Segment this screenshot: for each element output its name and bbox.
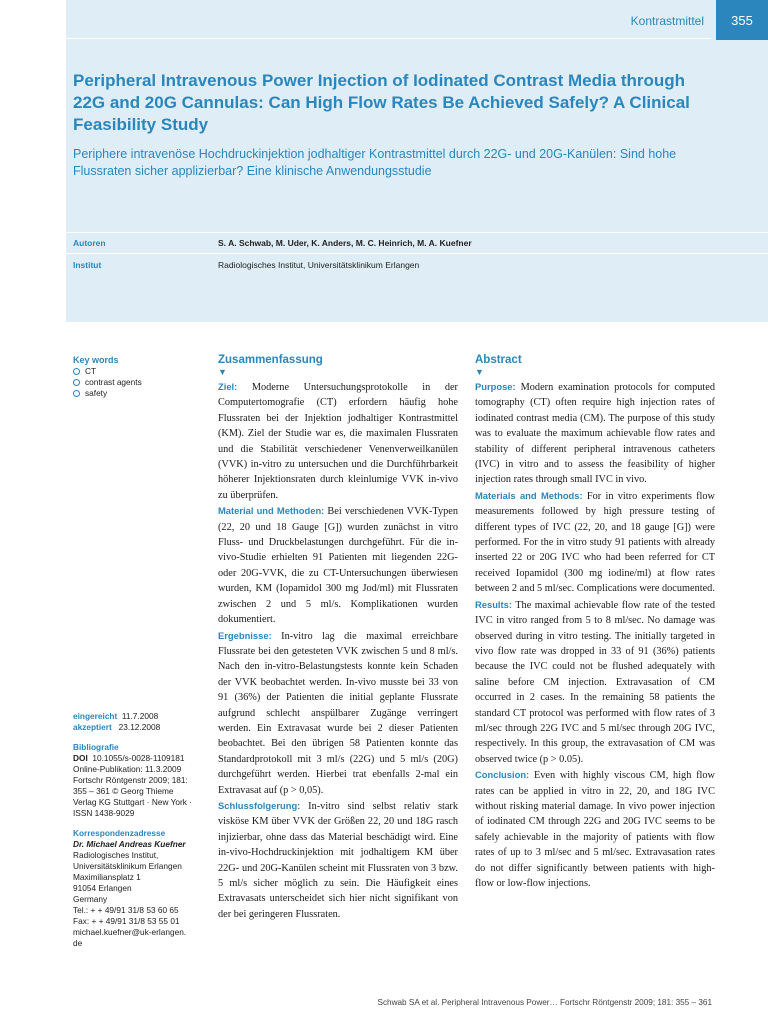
german-abstract-text bbox=[218, 379, 458, 922]
fax: Fax: + + 49/91 31/8 53 55 01 bbox=[73, 916, 180, 926]
address-line: Universitätsklinikum Erlangen bbox=[73, 861, 182, 871]
footer-citation: Schwab SA et al. Peripheral Intravenous Power… Fortschr Röntgenstr 2009; 181: 355 – 361 bbox=[377, 998, 712, 1007]
section-text: Bei verschiedenen VVK-Typen (22, 20 und 18 Gauge [G]) wurden zunächst in vitro Fluss- und Druckbelastungen durchgeführt. Für die in-vivo-Studie erhielten 91 Patienten mit liegenden 22G- oder 20G-VVK, die zu CT-Untersuchungen überwiesen wurden, KM (Iopamidol 300 mg Jod/ml) mit Flussraten zwischen 2 und 5 ml/s. Komplikationen wurden dokumentiert. bbox=[218, 506, 458, 626]
keyword-item: CT bbox=[73, 366, 208, 377]
header-rule bbox=[66, 38, 711, 39]
section-text: Even with highly viscous CM, high flow rates can be applied in vitro in 22, 20, and 18G IVC without risking material damage. In vivo power injection of iodinated CM through 22G and 20G IVC seems to be safely achievable in the majority of patients with flow rates of up to 3 ml/sec and 5 ml/sec. Extravasation rates do not differ significantly between patients with high-flow or low-flow injections. bbox=[475, 770, 715, 889]
section-label: Schlussfolgerung: bbox=[218, 799, 301, 811]
section-text: For in vitro experiments flow measurements followed by high pressure testing of different types of IVC (22, 20, and 18 gauge [G]) were performed. For the in vitro study 91 patients with already inserted 22 or 20G IVC who had been referred for CT received Iopamidol (300 mg iodine/ml) at flow rates between 2 and 5 ml/sec. Complications were documented. bbox=[475, 490, 715, 595]
bullet-icon bbox=[73, 368, 80, 375]
bibliography-heading: Bibliografie bbox=[73, 742, 119, 752]
german-abstract-heading: Zusammenfassung bbox=[218, 354, 323, 366]
keywords-heading: Key words bbox=[73, 355, 119, 365]
bib-line: Fortschr Röntgenstr 2009; 181: bbox=[73, 775, 188, 785]
keyword-item: safety bbox=[73, 388, 208, 399]
phone: Tel.: + + 49/91 31/8 53 60 65 bbox=[73, 905, 179, 915]
section-label: Ziel: bbox=[218, 381, 238, 392]
section-label: Results: bbox=[475, 598, 512, 610]
authors-label: Autoren bbox=[73, 238, 106, 248]
section-text: In-vitro sind selbst relativ stark visköse KM über VVK der Größen 22, 20 und 18G rasch injizierbar, ohne dass das Material beschädigt wird. Eine in-vivo-Hochdruckinjektion mit jodhaltigem KM über 22G- und 20G-Kanülen scheint mit Flussraten von 3 bzw. 5 ml/s sicher möglich zu sein. Die Häufigkeit eines Extravasats unterscheidet sich hier nicht signifikant von der bei geringeren Flussraten. bbox=[218, 800, 458, 920]
address-line: Radiologisches Institut, bbox=[73, 850, 159, 860]
bib-line: ISSN 1438-9029 bbox=[73, 808, 135, 818]
bullet-icon bbox=[73, 379, 80, 386]
bullet-icon bbox=[73, 390, 80, 397]
correspondence-heading: Korrespondenzadresse bbox=[73, 828, 166, 838]
arrow-down-icon: ▼ bbox=[218, 367, 227, 377]
english-abstract bbox=[475, 354, 715, 891]
meta-divider bbox=[66, 253, 768, 254]
address-line: Germany bbox=[73, 894, 108, 904]
article-info bbox=[73, 711, 208, 949]
institute: Radiologisches Institut, Universitätsklinikum Erlangen bbox=[218, 260, 420, 270]
section-label: Ergebnisse: bbox=[218, 629, 272, 641]
arrow-down-icon: ▼ bbox=[475, 367, 484, 377]
section-text: Modern examination protocols for computed tomography (CT) often require high injection rates of iodinated contrast media (CM). The purpose of this study was to evaluate the maximum achievable flow rates and stability of different peripheral intravenous catheters (IVC) in vitro and to assess the feasibility of higher injection rates through small IVC in vivo. bbox=[475, 382, 715, 486]
section-text: In-vitro lag die maximal erreichbare Flussrate bei den getesteten VVK zwischen 5 und 8 ml/s. Nach den in-vitro-Belastungstests konnte kein Schaden der VVK beobachtet werden. In-vivo musste bei 33 von 91 (36%) der Patienten die initial geplante Flussrate aufgrund schlecht anspülbarer Zugänge verringert werden. Ein Extravasat wurde bei 2 dieser Patienten beobachtet. Bei den übrigen 58 Patienten konnte das Standardprotokoll mit 3 ml/s (22G) und 5 ml/s (20G) durchgeführt werden. Hierbei trat ebenfalls 2-mal ein Extravasat auf (p > 0,05). bbox=[218, 630, 458, 796]
address-line: Maximiliansplatz 1 bbox=[73, 872, 141, 882]
section-text: The maximal achievable flow rate of the tested IVC in vitro ranged from 5 to 8 ml/sec. No damage was observed during in vitro testing. The initially targeted in vivo flow rate was dropped in 33 of 91 (36%) patients because the IVC could not be flushed adequately with saline before CM injection. Extravasation of CM occurred in 2 cases. In the remaining 58 patients the standard CT protocol was performed with flow rates of 3 ml/sec through 22G IVC and 5 ml/sec through 20G IVC, respectively. In this group, the extravasation of CM was observed twice (p > 0.05). bbox=[475, 599, 715, 765]
section-label: Purpose: bbox=[475, 381, 516, 392]
address-line: 91054 Erlangen bbox=[73, 883, 132, 893]
email-link[interactable]: michael.kuefner@uk-erlangen. bbox=[73, 927, 187, 937]
section-label: Material und Methoden: bbox=[218, 505, 325, 517]
page-number: 355 bbox=[716, 0, 768, 40]
german-abstract bbox=[218, 354, 458, 922]
article-subtitle: Periphere intravenöse Hochdruckinjektion jodhaltiger Kontrastmittel durch 22G- und 20G-Kanülen: Sind hohe Flussraten sicher applizierbar? Eine klinische Anwendungsstudie bbox=[73, 147, 677, 178]
section-text: Moderne Untersuchungsprotokolle in der Computertomografie (CT) erfordern häufig hohe Flussraten bei der Injektion jodhaltiger Kontrastmittel (KM). Ziel der Studie war es, die maximalen Flussraten und die Stabilität verschiedener Venenverweilkanülen (VVK) in-vitro zu untersuchen und die Durchführbarkeit höherer Injektionsraten durch kleinlumige VVK in-vivo zu überprüfen. bbox=[218, 382, 458, 501]
accepted-date: akzeptiert 23.12.2008 bbox=[73, 722, 161, 732]
keywords-block bbox=[73, 355, 208, 399]
english-abstract-text bbox=[475, 379, 715, 891]
institute-label: Institut bbox=[73, 260, 102, 270]
english-abstract-heading: Abstract bbox=[475, 354, 522, 366]
authors: S. A. Schwab, M. Uder, K. Anders, M. C. Heinrich, M. A. Kuefner bbox=[218, 238, 472, 248]
section-label: Conclusion: bbox=[475, 769, 530, 781]
keyword-item: contrast agents bbox=[73, 377, 208, 388]
correspondence-name: Dr. Michael Andreas Kuefner bbox=[73, 839, 186, 849]
email-link[interactable]: de bbox=[73, 938, 83, 948]
bib-line: Verlag KG Stuttgart · New York · bbox=[73, 797, 192, 807]
bib-line: Online-Publikation: 11.3.2009 bbox=[73, 764, 182, 774]
article-title: Peripheral Intravenous Power Injection of Iodinated Contrast Media through 22G and 20G Cannulas: Can High Flow Rates Be Achieved Safely? A Clinical Feasibility Study bbox=[73, 71, 690, 134]
bib-line: 355 – 361 © Georg Thieme bbox=[73, 786, 174, 796]
meta-divider bbox=[66, 232, 768, 233]
received-date: eingereicht 11.7.2008 bbox=[73, 711, 159, 721]
section-label: Materials and Methods: bbox=[475, 489, 583, 501]
section-label: Kontrastmittel bbox=[630, 14, 704, 28]
doi: DOI 10.1055/s-0028-1109181 bbox=[73, 753, 185, 763]
